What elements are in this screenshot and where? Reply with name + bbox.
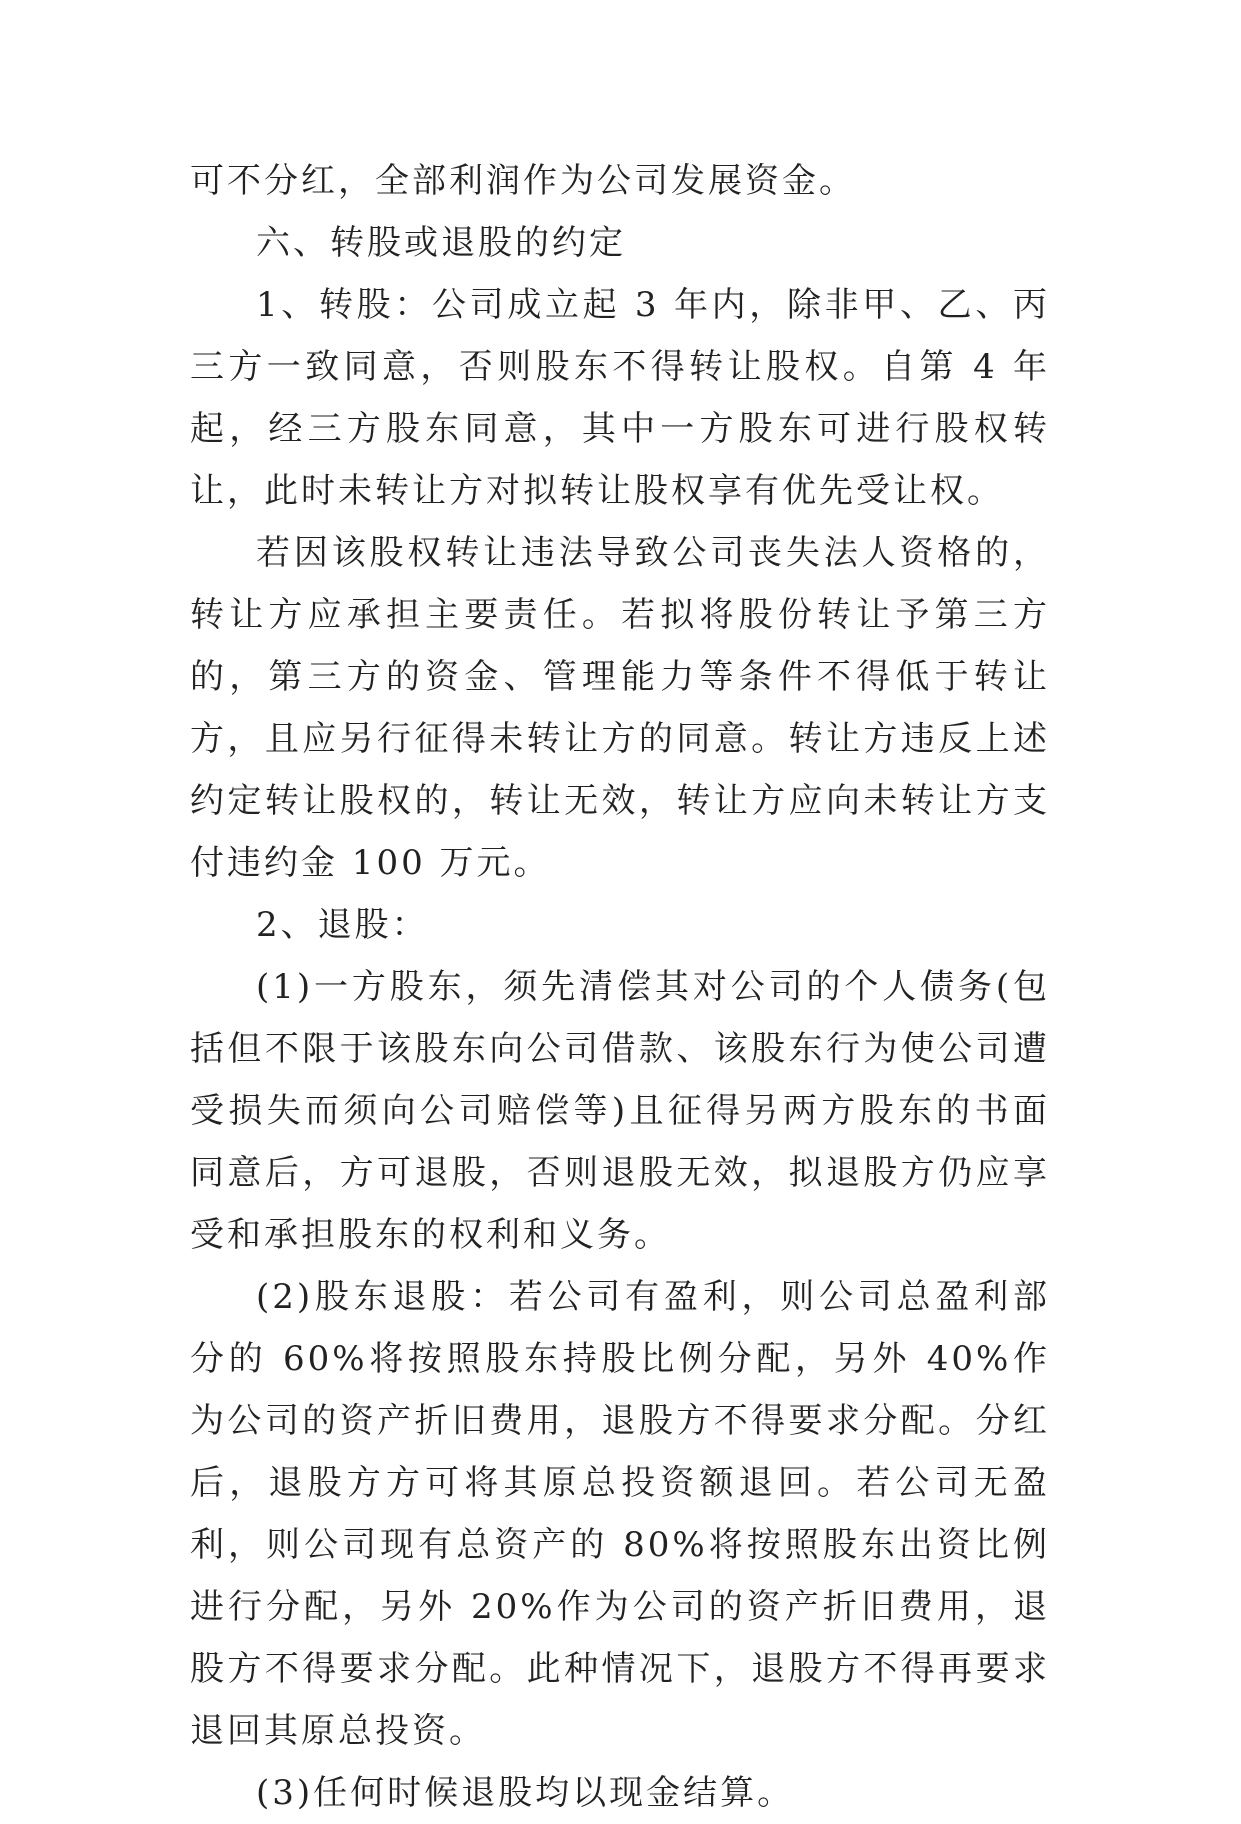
paragraph-share-transfer: 1、转股：公司成立起 3 年内，除非甲、乙、丙三方一致同意，否则股东不得转让股权。自第 4 年起，经三方股东同意，其中一方股东可进行股权转让，此时未转让方对拟转让股权享有优先受让权。 — [190, 285, 1050, 511]
paragraph-continuation: 可不分红，全部利润作为公司发展资金。 — [190, 161, 856, 201]
subheading-withdrawal: 2、退股： — [256, 905, 429, 945]
paragraph-withdrawal-2: (2)股东退股：若公司有盈利，则公司总盈利部分的 60%将按照股东持股比例分配，另外 40%作为公司的资产折旧费用，退股方不得要求分配。分红后，退股方方可将其原总投资额退回。若公司无盈利，则公司现有总资产的 80%将按照股东出资比例进行分配，另外 20%作为公司的资产折旧费用，退股方不得要求分配。此种情况下，退股方不得再要求退回其原总投资。 — [190, 1277, 1050, 1751]
paragraph-withdrawal-3: (3)任何时候退股均以现金结算。 — [256, 1773, 795, 1813]
document-body — [190, 150, 1050, 1824]
section-heading-transfer-withdrawal: 六、转股或退股的约定 — [256, 223, 626, 263]
paragraph-withdrawal-1: (1)一方股东，须先清偿其对公司的个人债务(包括但不限于该股东向公司借款、该股东行为使公司遭受损失而须向公司赔偿等)且征得另两方股东的书面同意后，方可退股，否则退股无效，拟退股方仍应享受和承担股东的权利和义务。 — [190, 967, 1050, 1255]
paragraph-transfer-liability: 若因该股权转让违法导致公司丧失法人资格的，转让方应承担主要责任。若拟将股份转让予第三方的，第三方的资金、管理能力等条件不得低于转让方，且应另行征得未转让方的同意。转让方违反上述约定转让股权的，转让无效，转让方应向未转让方支付违约金 100 万元。 — [190, 533, 1050, 883]
